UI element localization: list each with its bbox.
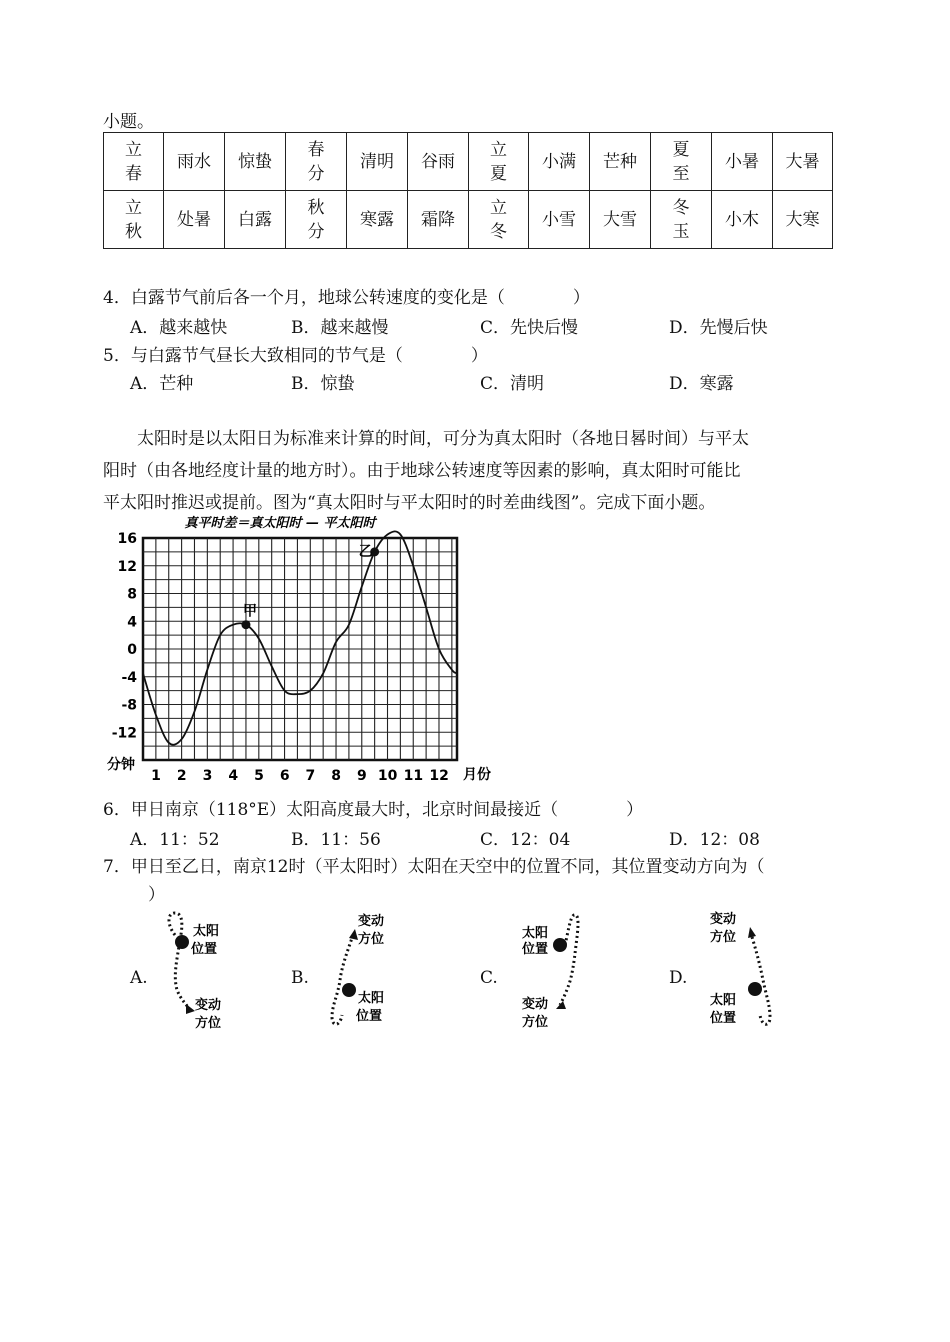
y-tick-label: 12 [117, 558, 137, 575]
arrowhead-icon [556, 1001, 566, 1009]
sun-label-1: 太阳 [522, 926, 549, 941]
y-tick-label: 0 [127, 642, 137, 658]
q4-option-a: A．越来越快 [130, 318, 228, 338]
y-axis-ticks [112, 531, 138, 741]
move-label-2: 方位 [195, 1016, 222, 1031]
point-label: 乙 [358, 543, 373, 560]
q6-option-a: A．11：52 [130, 830, 220, 850]
move-label-1: 变动 [522, 997, 549, 1012]
sun-dot [748, 982, 762, 996]
q4-option-d: D．先慢后快 [669, 318, 768, 338]
arrowhead-icon [349, 929, 358, 940]
sun-label-2: 位置 [356, 1009, 383, 1024]
point-label: 甲 [242, 603, 257, 620]
table-cell: 处暑 [164, 191, 225, 249]
table-row [104, 133, 833, 191]
sun-dot [175, 935, 189, 949]
q5-option-d: D．寒露 [669, 374, 734, 394]
sun-dot [553, 938, 567, 952]
table-cell: 秋分 [286, 191, 347, 249]
y-tick-label: 8 [127, 586, 137, 603]
chart-grid [143, 538, 457, 760]
dotted-path [332, 935, 353, 1024]
passage-line: 太阳时是以太阳日为标准来计算的时间，可分为真太阳时（各地日晷时间）与平太 [103, 429, 749, 449]
x-tick-label: 1 [151, 768, 161, 784]
table-cell: 立春 [104, 133, 164, 191]
q4-option-b: B．越来越慢 [291, 318, 389, 338]
move-label-1: 变动 [358, 914, 385, 929]
table-cell: 芒种 [590, 133, 651, 191]
q5-option-b: B．惊蛰 [291, 374, 355, 394]
table-cell: 大暑 [773, 133, 833, 191]
q5-option-a: A．芒种 [130, 374, 194, 394]
x-tick-label: 2 [176, 768, 187, 784]
q4-option-c: C．先快后慢 [480, 318, 579, 338]
arrowhead-icon [748, 927, 756, 938]
passage [103, 423, 833, 519]
q7-option-b-letter: B. [291, 968, 309, 988]
table-cell: 霜降 [408, 191, 469, 249]
table-cell: 夏至 [651, 133, 712, 191]
dotted-path [169, 913, 190, 1010]
x-tick-label: 10 [377, 768, 398, 784]
move-label-1: 变动 [195, 998, 222, 1013]
table-row [104, 191, 833, 249]
y-tick-label: -12 [111, 725, 137, 742]
sun-label-2: 位置 [191, 942, 218, 957]
question-4-stem: 4．白露节气前后各一个月，地球公转速度的变化是（ ） [103, 288, 590, 308]
move-label-2: 方位 [522, 1015, 549, 1030]
sun-dot [342, 983, 356, 997]
table-cell: 寒露 [347, 191, 408, 249]
intro-tail: 小题。 [103, 112, 154, 132]
x-tick-label: 6 [279, 768, 290, 784]
x-tick-label: 7 [305, 768, 316, 784]
y-axis-label: 分钟 [107, 757, 135, 773]
sun-label-2: 位置 [522, 942, 549, 957]
q7-option-c-letter: C. [480, 968, 498, 988]
q7-option-a-diagram [155, 905, 245, 1035]
table-cell: 立秋 [104, 191, 164, 249]
q6-option-c: C．12：04 [480, 830, 571, 850]
move-label-1: 变动 [710, 912, 737, 927]
table-cell: 春分 [286, 133, 347, 191]
passage-line: 阳时（由各地经度计量的地方时）。由于地球公转速度等因素的影响，真太阳时可能比 [103, 461, 741, 481]
question-7-stem: 7．甲日至乙日，南京12时（平太阳时）太阳在天空中的位置不同，其位置变动方向为（ [103, 857, 765, 877]
x-tick-label: 11 [403, 768, 424, 784]
table-cell: 谷雨 [408, 133, 469, 191]
y-tick-label: -8 [121, 697, 137, 714]
dotted-path [752, 937, 770, 1024]
q6-option-d: D．12：08 [669, 830, 760, 850]
x-tick-label: 8 [331, 768, 342, 784]
sun-label-1: 太阳 [710, 993, 737, 1008]
table-cell: 小满 [529, 133, 590, 191]
solar-terms-table [103, 132, 833, 249]
move-label-2: 方位 [710, 930, 737, 945]
x-tick-label: 5 [254, 768, 264, 784]
y-tick-label: 16 [117, 531, 137, 547]
sun-label-2: 位置 [710, 1011, 737, 1026]
q5-option-c: C．清明 [480, 374, 545, 394]
table-cell: 冬玉 [651, 191, 712, 249]
move-label-2: 方位 [358, 932, 385, 947]
q7-option-c-diagram [520, 905, 610, 1035]
x-tick-label: 3 [202, 768, 213, 784]
table-cell: 小木 [712, 191, 773, 249]
table-cell: 大雪 [590, 191, 651, 249]
x-axis-label: 月份 [463, 767, 491, 783]
point-marker [241, 620, 250, 629]
table-cell: 雨水 [164, 133, 225, 191]
question-5-stem: 5．与白露节气昼长大致相同的节气是（ ） [103, 346, 488, 366]
q7-option-d-diagram [708, 905, 798, 1035]
y-tick-label: 4 [127, 614, 137, 631]
table-cell: 大寒 [773, 191, 833, 249]
table-cell: 立夏 [469, 133, 529, 191]
table-cell: 立冬 [469, 191, 529, 249]
x-tick-label: 4 [228, 768, 239, 784]
table-cell: 白露 [225, 191, 286, 249]
q7-option-b-diagram [318, 905, 408, 1035]
x-tick-label: 12 [429, 768, 449, 784]
q7-option-a-letter: A. [130, 968, 148, 988]
table-cell: 小暑 [712, 133, 773, 191]
x-axis-ticks [151, 768, 449, 784]
q6-option-b: B．11：56 [291, 830, 381, 850]
sun-label-1: 太阳 [193, 924, 220, 939]
sun-label-1: 太阳 [358, 991, 385, 1006]
question-6-stem: 6．甲日南京（118°E）太阳高度最大时，北京时间最接近（ ） [103, 800, 644, 820]
series-line [143, 531, 457, 744]
table-cell: 惊蛰 [225, 133, 286, 191]
equation-of-time-chart [100, 510, 500, 790]
chart-title: 真平时差＝真太阳时 — 平太阳时 [184, 516, 376, 531]
table-cell: 小雪 [529, 191, 590, 249]
question-7-stem-end: ） [148, 885, 165, 905]
x-tick-label: 9 [357, 768, 367, 784]
q7-option-d-letter: D. [669, 968, 688, 988]
passage-line: 平太阳时推迟或提前。图为“真太阳时与平太阳时的时差曲线图”。完成下面小题。 [103, 493, 716, 513]
y-tick-label: -4 [121, 669, 137, 686]
arrowhead-icon [186, 1004, 195, 1014]
table-cell: 清明 [347, 133, 408, 191]
dotted-path [560, 915, 578, 1005]
